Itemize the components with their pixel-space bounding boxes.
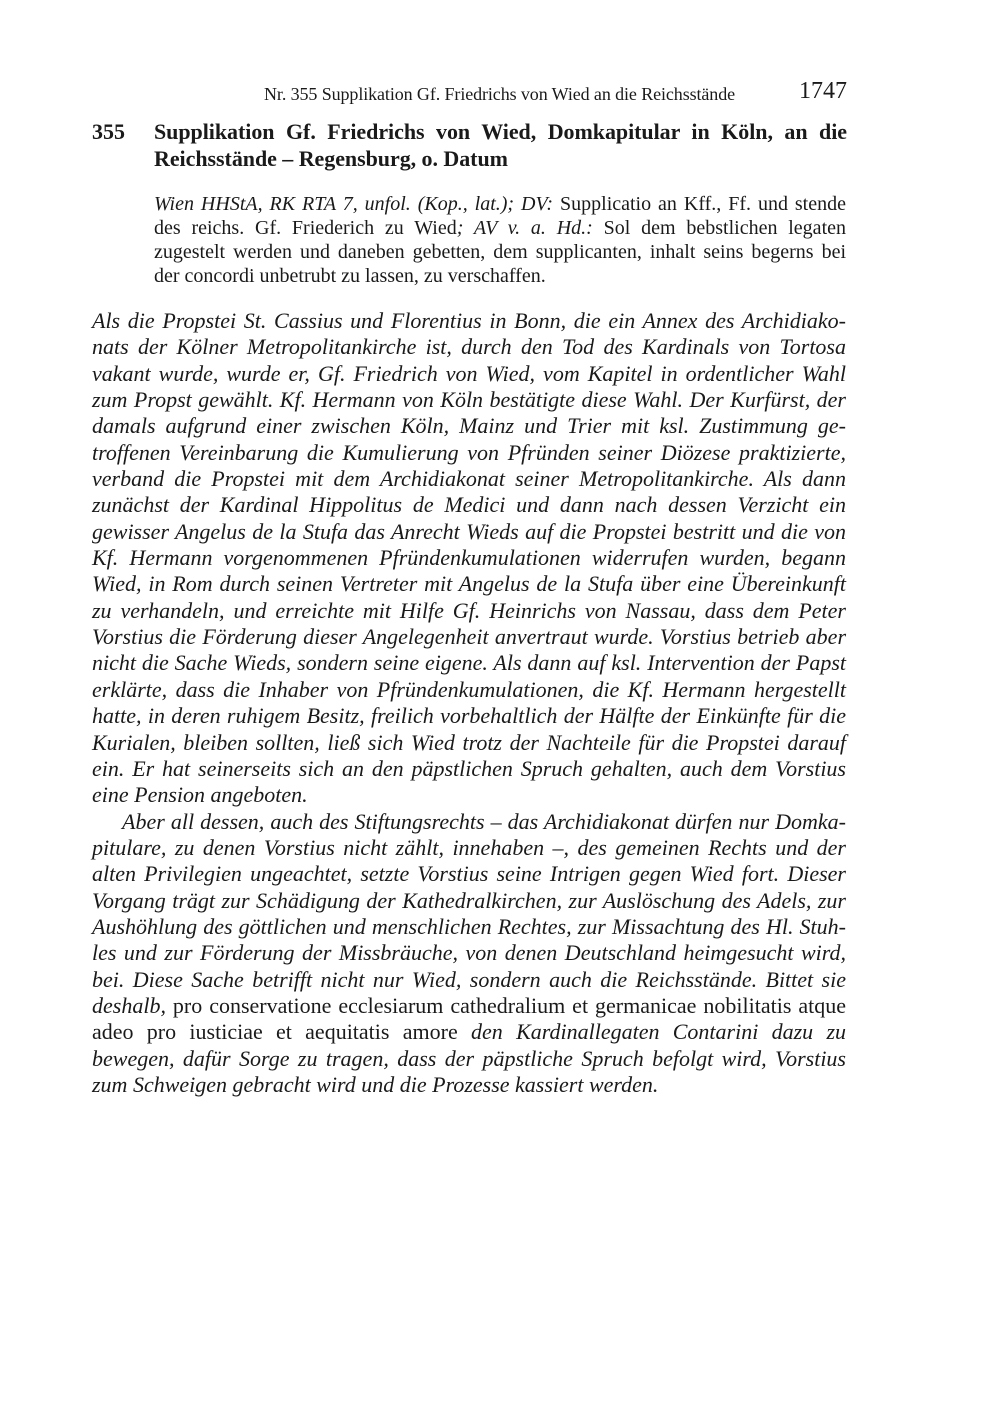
regest-paragraph-2-end: den Kardinallegaten Contarini dazu zu bewegen, dafür Sorge zu tragen, dass der päpstliche Spruch befolgt wird, Vorstius zum Schweigen gebracht wird und die Prozesse kassiert werden. xyxy=(92,1019,847,1097)
running-head-title: Nr. 355 Supplikation Gf. Friedrichs von Wied an die Reichsstände xyxy=(264,84,735,104)
page-number: 1747 xyxy=(799,78,847,104)
regest-body xyxy=(92,308,846,1098)
source-dorsal-note: Supplicatio an Kff., Ff. und stende des reichs. Gf. Friederich zu Wied xyxy=(154,193,846,239)
running-head xyxy=(92,78,847,110)
document-heading xyxy=(92,118,847,172)
regest-paragraph-1: Als die Propstei St. Cassius und Florentius in Bonn, die ein Annex des Archidiakonats der Kölner Metropolitankirche ist, durch den Tod des Kardinals von Tortosa vakant wurde, wurde er, Gf. Friedrich von Wied, vom Kapitel in ordentlicher Wahl zum Propst gewählt. Kf. Hermann von Köln bestätigte diese Wahl. Der Kurfürst, der damals aufgrund einer zwischen Köln, Mainz und Trier mit ksl. Zustimmung getroffenen Vereinbarung die Kumulierung von Pfründen seiner Diözese praktizierte, verband die Propstei mit dem Archidiakonat seiner Metropolitankirche. Als dann zunächst der Kardinal Hippolitus de Medici und dann nach dessen Verzicht ein gewisser Angelus de la Stufa das Anrecht Wieds auf die Propstei bestritt und die von Kf. Hermann vorgenommenen Pfründenkumulationen widerrufen wurden, begann Wied, in Rom durch seinen Vertreter mit Angelus de la Stufa über eine Übereinkunft zu verhandeln, und erreichte mit Hilfe Gf. Heinrichs von Nassau, dass dem Peter Vorstius die Förderung dieser Angelegenheit anvertraut wurde. Vorstius betrieb aber nicht die Sache Wieds, sondern seine eigene. Als dann auf ksl. Intervention der Papst erklärte, dass die Inhaber von Pfründenkumulationen, die Kf. Hermann hergestellt hatte, in deren ruhigem Besitz, freilich vorbehaltlich der Hälfte der Einkünfte für die Kurialen, bleiben sollten, ließ sich Wied trotz der Nachteile für die Propstei darauf ein. Er hat seinerseits sich an den päpstlichen Spruch gehalten, auch dem Vorstius eine Pension angeboten. xyxy=(92,308,846,808)
regest-paragraph-2 xyxy=(92,809,846,1099)
document-number: 355 xyxy=(92,119,125,144)
latin-quotation: pro conservatione ecclesiarum cathedralium et germanicae nobilitatis atque adeo pro iusticiae et aequitatis amore xyxy=(92,992,846,1045)
source-archive: Wien HHStA, RK RTA 7, unfol. (Kop., lat.); DV: xyxy=(154,193,554,215)
regest-paragraph-2-start: Aber all dessen, auch des Stiftungsrechts – das Archidiakonat dürfen nur Domkapitulare, zu denen Vorstius nicht zählt, innehaben –, des gemeinen Rechts und der alten Privilegien ungeachtet, setzte Vorstius seine Intrigen gegen Wied fort. Dieser Vorgang trägt zur Schädigung der Kathedralkirchen, zur Auslöschung des Adels, zur Aushöhlung des göttlichen und menschlichen Rechtes, zur Missachtung des Hl. Stuhles und zur Förderung der Missbräuche, von denen Deutschland heimgesucht wird, bei. Diese Sache betrifft nicht nur Wied, sondern auch die Reichsstände. Bittet sie deshalb, xyxy=(92,808,846,1018)
source-av-text: Sol dem bebstlichen legaten zugestelt werden und daneben gebetten, dem supplicanten, inhalt seins begerns bei der concordi unbetrubt zu lassen, zu verschaffen. xyxy=(154,217,846,287)
source-av-label: ; AV v. a. Hd.: xyxy=(456,217,593,239)
source-note xyxy=(154,192,846,288)
document-title: Supplikation Gf. Friedrichs von Wied, Domkapitular in Köln, an die Reichsstände – Regensburg, o. Datum xyxy=(154,119,847,171)
